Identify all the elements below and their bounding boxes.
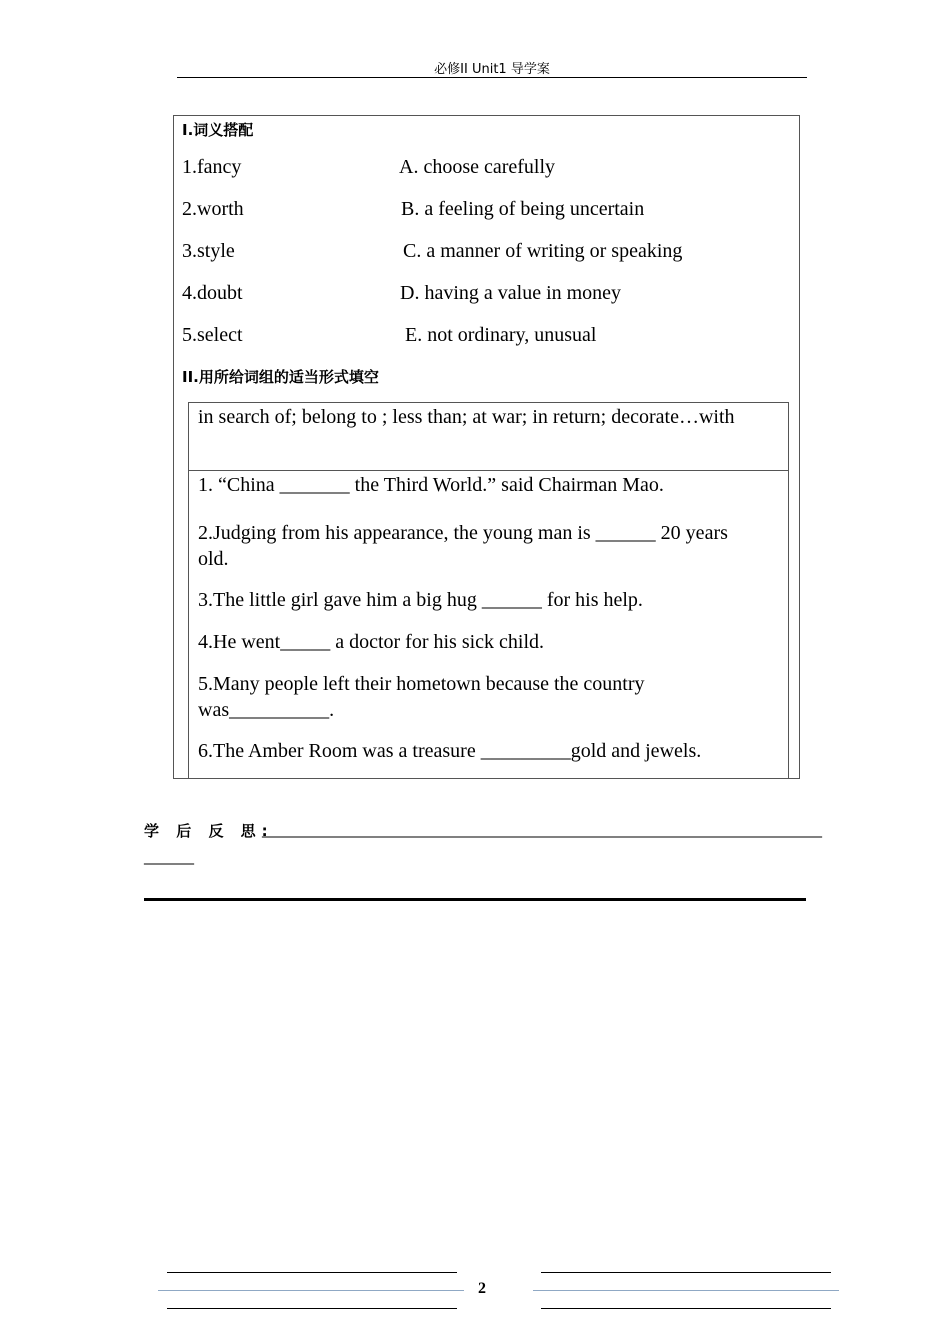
section2-title: II.用所给词组的适当形式填空 [182, 368, 379, 386]
reflection-blank: ________________________________________________________ [262, 818, 822, 840]
fill-sentence: 1. “China _______ the Third World.” said Chairman Mao. [198, 474, 664, 496]
match-definition: A. choose carefully [399, 156, 556, 178]
section1-title: I.词义搭配 [182, 121, 254, 139]
fill-sentence: 4.He went_____ a doctor for his sick child. [198, 631, 545, 653]
phrase-bank: in search of; belong to ; less than; at war; in return; decorate…with [198, 406, 735, 428]
footer-rule-left-top [167, 1272, 457, 1273]
match-word: 3.style [182, 240, 235, 262]
fill-sentence: 3.The little girl gave him a big hug ______ for his help. [198, 589, 643, 611]
reflection-blank-continued: _____ [144, 845, 194, 867]
match-word: 2.worth [182, 198, 244, 220]
match-word: 4.doubt [182, 282, 243, 304]
match-word: 5.select [182, 324, 243, 346]
footer-rule-right-top [541, 1272, 831, 1273]
table-divider [188, 470, 789, 471]
header-rule [177, 77, 807, 78]
page-number: 2 [478, 1280, 486, 1297]
match-definition: D. having a value in money [400, 282, 622, 304]
match-word: 1.fancy [182, 156, 242, 178]
reflection-rule [144, 898, 806, 901]
match-definition: C. a manner of writing or speaking [403, 240, 683, 262]
page-header-title: 必修II Unit1 导学案 [434, 62, 550, 77]
footer-rule-left-bottom [167, 1308, 457, 1309]
fill-sentence: 2.Judging from his appearance, the young man is ______ 20 years old. [198, 522, 728, 570]
footer-rule-left-mid [158, 1290, 464, 1291]
footer-rule-right-mid [533, 1290, 839, 1291]
match-definition: E. not ordinary, unusual [405, 324, 597, 346]
reflection-label: 学 后 反 思: [144, 822, 274, 840]
footer-rule-right-bottom [541, 1308, 831, 1309]
fill-sentence: 6.The Amber Room was a treasure _________gold and jewels. [198, 740, 702, 762]
fill-sentence: 5.Many people left their hometown because the country was__________. [198, 673, 645, 721]
match-definition: B. a feeling of being uncertain [401, 198, 645, 220]
